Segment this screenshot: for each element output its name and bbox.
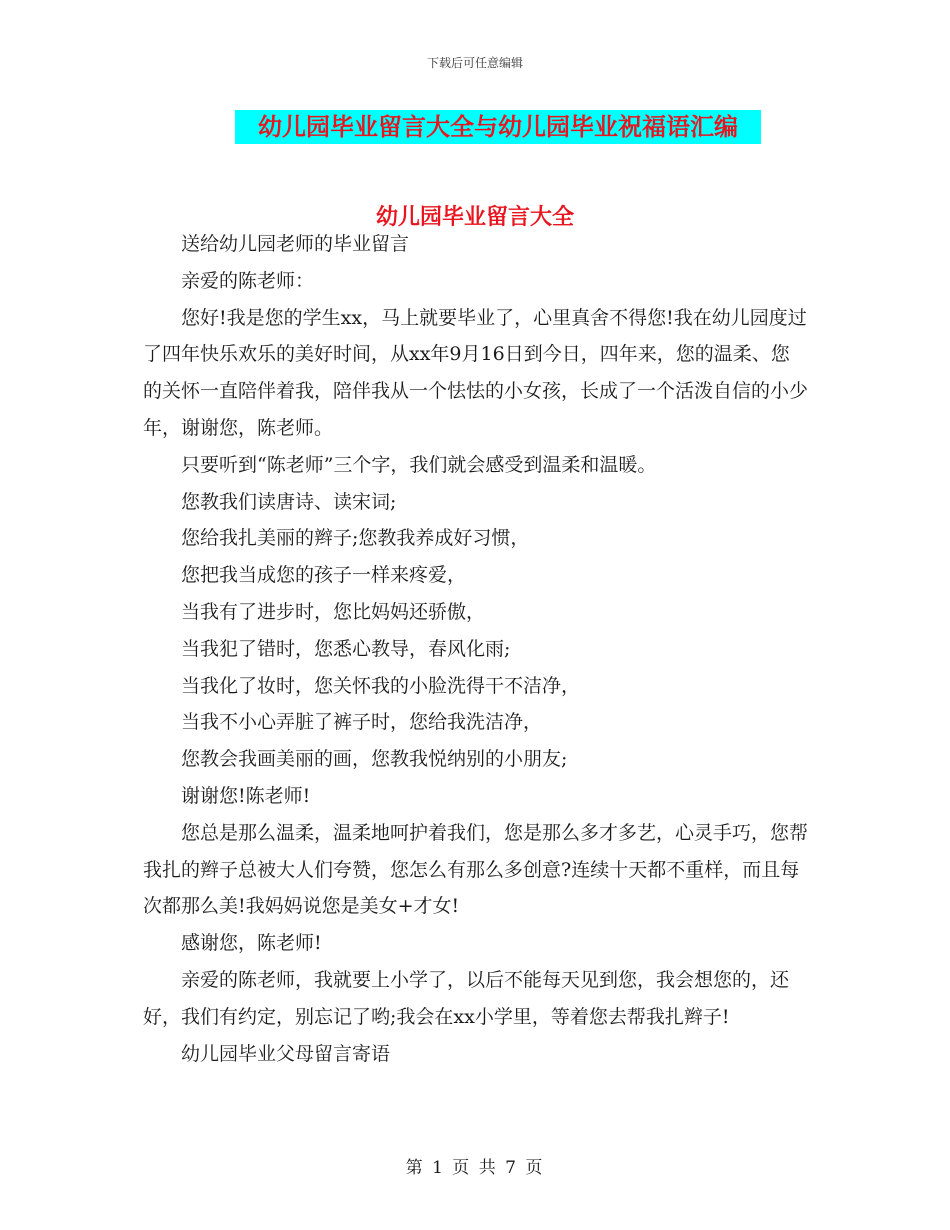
paragraph: 感谢您，陈老师!	[181, 932, 322, 955]
paragraph: 您给我扎美丽的辫子;您教我养成好习惯，	[181, 527, 530, 550]
paragraph: 您教我们读唐诗、读宋词;	[181, 490, 397, 513]
document-body	[143, 226, 808, 1072]
paragraph: 当我有了进步时，您比妈妈还骄傲，	[181, 600, 486, 623]
paragraph: 幼儿园毕业父母留言寄语	[181, 1042, 391, 1065]
paragraph: 您把我当成您的孩子一样来疼爱，	[181, 564, 467, 587]
paragraph: 亲爱的陈老师，我就要上小学了，以后不能每天见到您，我会想您的，还好，我们有约定，别忘记了哟;我会在xx小学里，等着您去帮我扎辫子!	[143, 968, 790, 1028]
header-note: 下载后可任意编辑	[426, 56, 523, 70]
paragraph: 送给幼儿园老师的毕业留言	[181, 233, 410, 255]
page-number: 第 1 页 共 7 页	[405, 1158, 545, 1178]
paragraph: 您教会我画美丽的画，您教我悦纳别的小朋友;	[181, 748, 568, 771]
paragraph: 您好!我是您的学生xx，马上就要毕业了，心里真舍不得您!我在幼儿园度过了四年快乐欢乐的美好时间，从xx年9月16日到今日，四年来，您的温柔、您的关怀一直陪伴着我，陪伴我从一个怯怯的小女孩，长成了一个活泼自信的小少年，谢谢您，陈老师。	[143, 306, 809, 439]
paragraph: 当我犯了错时，您悉心教导，春风化雨;	[181, 637, 511, 660]
paragraph: 当我不小心弄脏了裤子时，您给我洗洁净，	[181, 711, 543, 734]
paragraph: 谢谢您!陈老师!	[181, 784, 311, 807]
paragraph: 亲爱的陈老师：	[181, 269, 315, 292]
main-title: 幼儿园毕业留言大全与幼儿园毕业祝福语汇编	[235, 110, 761, 144]
paragraph: 只要听到“陈老师”三个字，我们就会感受到温柔和温暖。	[181, 453, 657, 476]
section-title: 幼儿园毕业留言大全	[375, 204, 574, 230]
paragraph: 您总是那么温柔，温柔地呵护着我们，您是那么多才多艺，心灵手巧，您帮我扎的辫子总被大人们夸赞，您怎么有那么多创意?连续十天都不重样，而且每次都那么美!我妈妈说您是美女+才女!	[143, 821, 809, 918]
paragraph: 当我化了妆时，您关怀我的小脸洗得干不洁净，	[181, 674, 581, 697]
